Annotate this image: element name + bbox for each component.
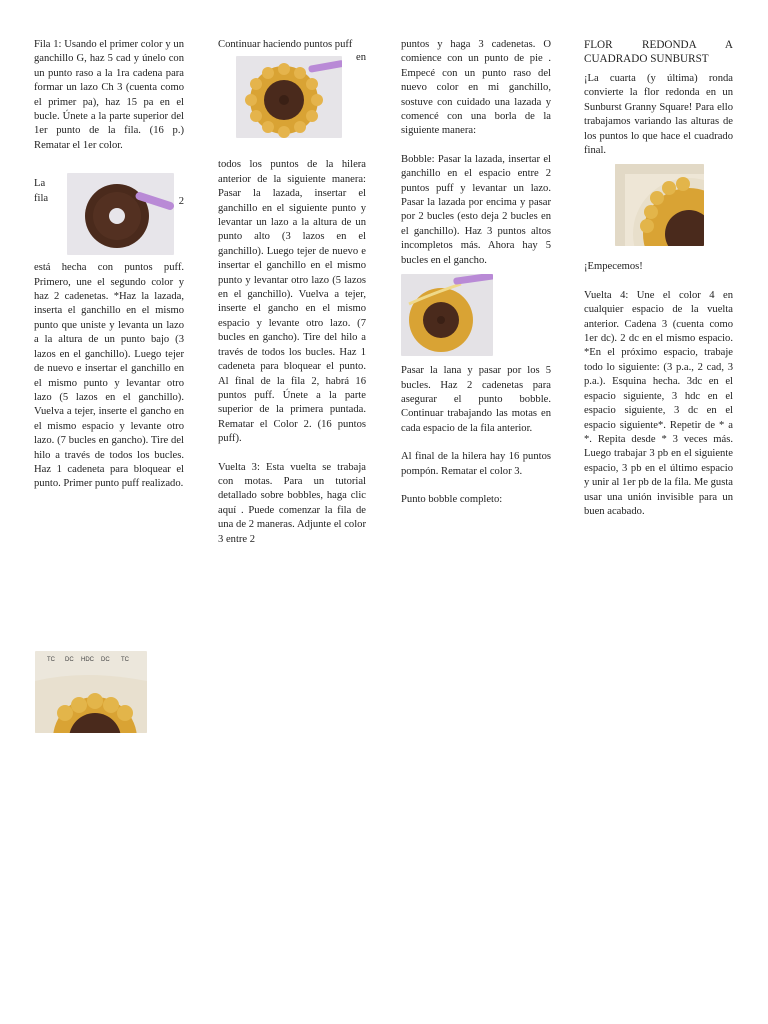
diagram-label-3: HDC: [81, 657, 94, 663]
diagram-label-2: DC: [65, 657, 74, 663]
continue-text: Continuar haciendo puntos puff: [218, 39, 353, 50]
row-2-continue-text: todos los puntos de la hilera anterior de la siguiente manera: Pasar la lazada, insertar el ganchillo en el siguiente punto y levantar un lazo a la altura de un punto alto (3 lazos en el ganchillo). Luego tejer de nuevo e insertar el ganchillo en el mismo punto y levantar otro lazo (5 lazos en el ganchillo). Vuelva a tejer, inserte el gancho en el mismo espacio y levante otro lazo. (7 bucles en gancho). Tire del hilo a través de todos los bucles. Haz 1 cadeneta para bloquear el punto. Al final de la fila 2, habrá 16 puntos puff. Únete a la parte superior de la primera puntada. Rematar el Color 2. (16 puntos puff).: [218, 159, 366, 445]
diagram-label-1: TC: [47, 657, 55, 663]
bobble-complete-text: Punto bobble completo:: [401, 493, 503, 505]
section-heading-line-2: CUADRADO SUNBURST: [584, 53, 709, 65]
row-2-text: está hecha con puntos puff. Primero, une el segundo color y haz 2 cadenetas. *Haz la lazada, inserta el ganchillo en el mismo punto que uniste y levanta un lazo a la altura de un punto bajo (3 lazos en el ganchillo). Luego tejer de nuevo e insertar el ganchillo en el mismo punto y levantar otro lazo (5 lazos en el ganchillo). Vuelva a tejer, inserte el gancho en el mismo espacio y levante otro lazo. (7 bucles en gancho). Tire del hilo a través de todos los bucles. Haz 1 cadeneta para bloquear el punto. Primer punto puff realizado.: [34, 262, 184, 490]
column-3: [401, 38, 551, 521]
round-3-cont-text: puntos y haga 3 cadenetas. O comience con un punto de pie . Empecé con un punto raso del nuevo color en mi ganchillo, sostuve con cuidado una lazada y comencé con una borla de la siguiente manera:: [401, 39, 551, 137]
section-heading-line-1: FLOR REDONDA A: [584, 39, 733, 51]
column-2: [218, 38, 366, 561]
row-end-text: Al final de la hilera hay 16 puntos pompón. Rematar el color 3.: [401, 451, 551, 477]
column-4: [584, 38, 733, 533]
lets-start-text: ¡Empecemos!: [584, 261, 643, 273]
photo-sunburst-square: [615, 164, 704, 246]
intro-text: ¡La cuarta (y última) ronda convierte la flor redonda en un Sunburst Granny Square! Para ello trabajamos variando las alturas de los puntos lo que hace el cuadrado final.: [584, 73, 733, 157]
photo-row-2-puff: [236, 56, 342, 138]
la-word: La: [34, 178, 46, 190]
en-word: en: [356, 52, 366, 64]
two-word: 2: [178, 196, 184, 208]
photo-bobble: [401, 274, 493, 356]
round-4-text: Vuelta 4: Une el color 4 en cualquier espacio de la vuelta anterior. Cadena 3 (cuenta como 1er dc). 2 dc en el mismo espacio. *En el próximo espacio, trabaje todo lo siguiente: (3 p.a., 2 cad, 3 p.a.). Esquina hecha. 3dc en el espacio siguiente, 3 hdc en el espacio siguiente, 3 dc en el espacio siguiente*. Repetir de * a *. Repita desde * 3 veces más. Luego trabajar 3 pb en el siguiente espacio, 3 pb en el último espacio y unir al 1er pb de la fila. Me gusta usar una unión invisible para un buen acabado.: [584, 289, 733, 517]
bobble-text: Bobble: Pasar la lazada, insertar el ganchillo en el espacio entre 2 puntos puff y levantar un lazo. Pasar la lazada por encima y pasar por 2 bucles (esto deja 2 bucles en el ganchillo). Haz 3 puntos altos incompletos más. Ahora hay 5 bucles en el gancho.: [401, 153, 551, 266]
photo-sunburst-corner: [35, 651, 147, 733]
round-3-text: Vuelta 3: Esta vuelta se trabaja con motas. Para un tutorial detallado sobre bobbles, haga clic aquí . Puede comenzar la fila de una de 2 maneras. Adjunte el color 3 entre 2: [218, 461, 366, 545]
column-1: [34, 38, 184, 506]
pull-through-text: Pasar la lana y pasar por los 5 bucles. Haz 2 cadenetas para asegurar el punto bobble. Continuar trabajando las motas en cada espacio de la fila anterior.: [401, 365, 551, 434]
row-1-text: Fila 1: Usando el primer color y un ganchillo G, haz 5 cad y únelo con un punto raso a la 1ra cadena para formar un lazo Ch 3 (cuenta como el primer pa), haz 15 pa en el bucle. Únete a la parte superior del 1er punto de la fila. (16 p.) Rematar el 1er color.: [34, 39, 184, 151]
diagram-label-5: TC: [121, 657, 129, 663]
fila-word: fila: [34, 192, 49, 204]
diagram-label-4: DC: [101, 657, 110, 663]
photo-row-1-circle: [67, 173, 174, 255]
row-2-intro: [34, 173, 184, 255]
